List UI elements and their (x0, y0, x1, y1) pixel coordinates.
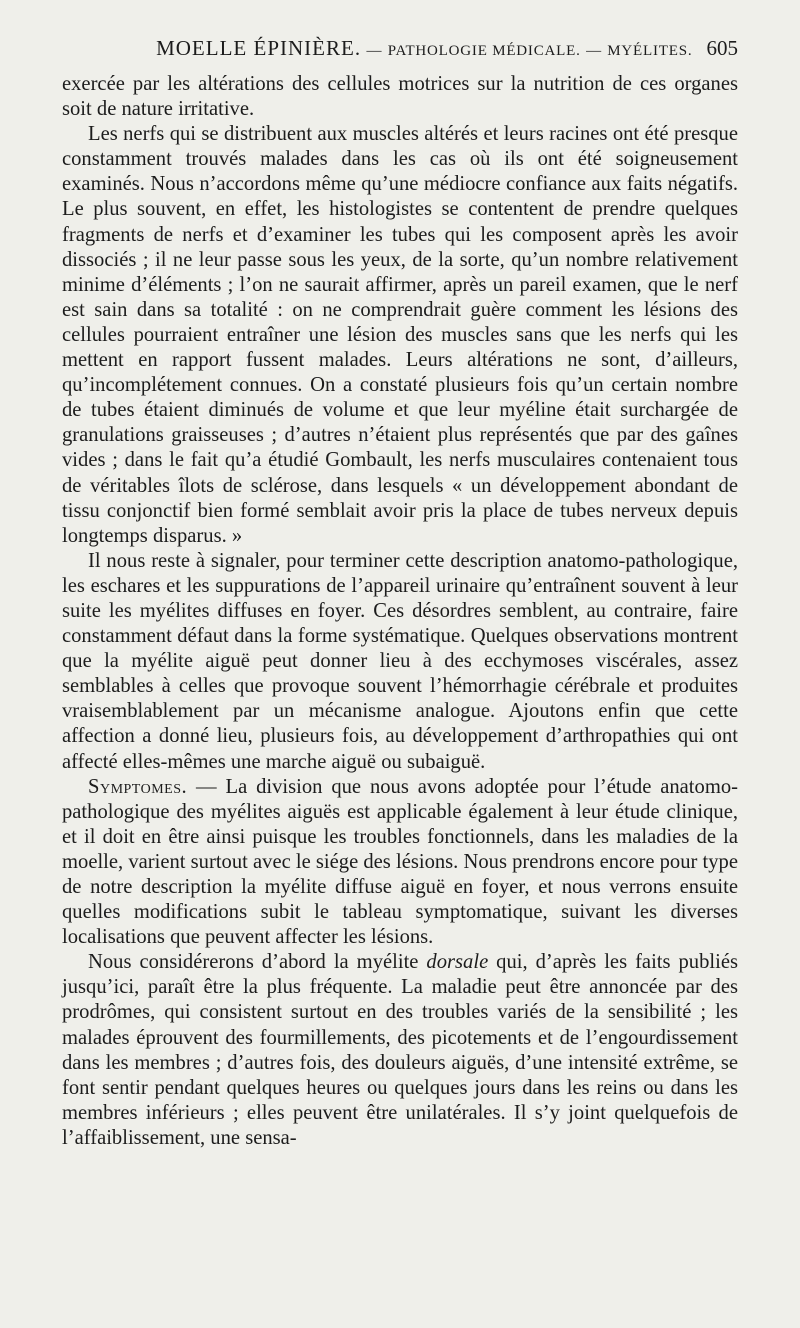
paragraph-eschares: Il nous reste à signaler, pour terminer cette description anatomo-pathologique, les eschares et les suppurations de l’appareil urinaire qu’entraînent souvent à leur suite les myélites diffuses en foyer. Ces désordres semblent, au contraire, faire constamment défaut dans la forme systématique. Quelques observations montrent que la myélite aiguë peut donner lieu à des ecchymoses viscérales, assez semblables à celles que provoque souvent l’hémorrhagie cérébrale et produites vraisemblablement par un mécanisme analogue. Ajoutons enfin que cette affection a donné lieu, plusieurs fois, au développement d’arthropathies qui ont affecté elles-mêmes une marche aiguë ou subaiguë. (62, 549, 738, 773)
paragraph-dorsal (62, 950, 738, 1151)
running-header (62, 36, 738, 64)
header-subsection: MYÉLITES. (607, 43, 693, 59)
paragraph-nerves: Les nerfs qui se distribuent aux muscles altérés et leurs racines ont été presque constamment trouvés malades dans les cas où ils ont été soigneusement examinés. Nous n’accordons même qu’une médiocre confiance aux faits négatifs. Le plus souvent, en effet, les histologistes se contentent de prendre quelques fragments de nerfs et d’examiner les tubes qui les composent après les avoir dissociés ; il ne leur passe sous les yeux, de la sorte, qu’un nombre relativement minime d’éléments ; l’on ne saurait affirmer, après un pareil examen, que le nerf est sain dans sa totalité : on ne comprendrait guère comment les lésions des cellules pourraient entraîner une lésion des muscles sans que les nerfs qui les mettent en rapport fussent malades. Leurs altérations ne sont, d’ailleurs, qu’incomplétement connues. On a constaté plusieurs fois qu’un certain nombre de tubes étaient diminués de volume et que leur myéline était surchargée de granulations graisseuses ; d’autres n’étaient plus représentés que par des gaînes vides ; dans le fait qu’a étudié Gombault, les nerfs musculaires contenaient tous de véritables îlots de sclérose, dans lesquels « un développement abondant de tissu conjonctif bien formé semblait avoir pris la place de tubes nerveux depuis longtemps disparus. » (62, 123, 738, 547)
header-section: PATHOLOGIE MÉDICALE. (387, 43, 581, 59)
page-body (62, 72, 738, 1151)
header-separator: — (366, 43, 383, 59)
header-title: MOELLE ÉPINIÈRE. (156, 36, 362, 60)
paragraph-symptoms-text: — La division que nous avons adoptée pour l’étude anatomo-pathologique des myélites aiguës est applicable également à leur étude clinique, et il doit en être ainsi puisque les troubles fonctionnels, dans les maladies de la moelle, varient surtout avec le siége des lésions. Nous prendrons encore pour type de notre description la myélite diffuse aiguë en foyer, et nous verrons ensuite quelles modifications subit le tableau symptomatique, suivant les diverses localisations que peuvent affecter les lésions. (62, 775, 738, 949)
header-separator: — (586, 43, 602, 59)
emphasis-dorsale: dorsale (426, 951, 489, 974)
paragraph-symptoms (62, 775, 738, 951)
section-lead-symptomes: Symptomes. (88, 775, 188, 798)
paragraph-continued: exercée par les altérations des cellules motrices sur la nutrition de ces organes soit de nature irritative. (62, 73, 738, 121)
paragraph-dorsal-after: qui, d’après les faits publiés jusqu’ici, paraît être la plus fréquente. La maladie peut être annoncée par des prodrômes, qui consistent surtout en des troubles variés de la sensibilité ; les malades éprouvent des fourmillements, des picotements et de l’engourdissement dans les membres ; d’autres fois, des douleurs aiguës, d’une intensité extrême, se font sentir pendant quelques heures ou quelques jours dans les reins ou dans les membres inférieurs ; elles peuvent être unilatérales. Il s’y joint quelquefois de l’affaiblissement, une sensa- (62, 951, 738, 1149)
page-number: 605 (706, 36, 738, 60)
paragraph-dorsal-before: Nous considérerons d’abord la myélite (88, 951, 427, 974)
running-title (62, 36, 707, 61)
